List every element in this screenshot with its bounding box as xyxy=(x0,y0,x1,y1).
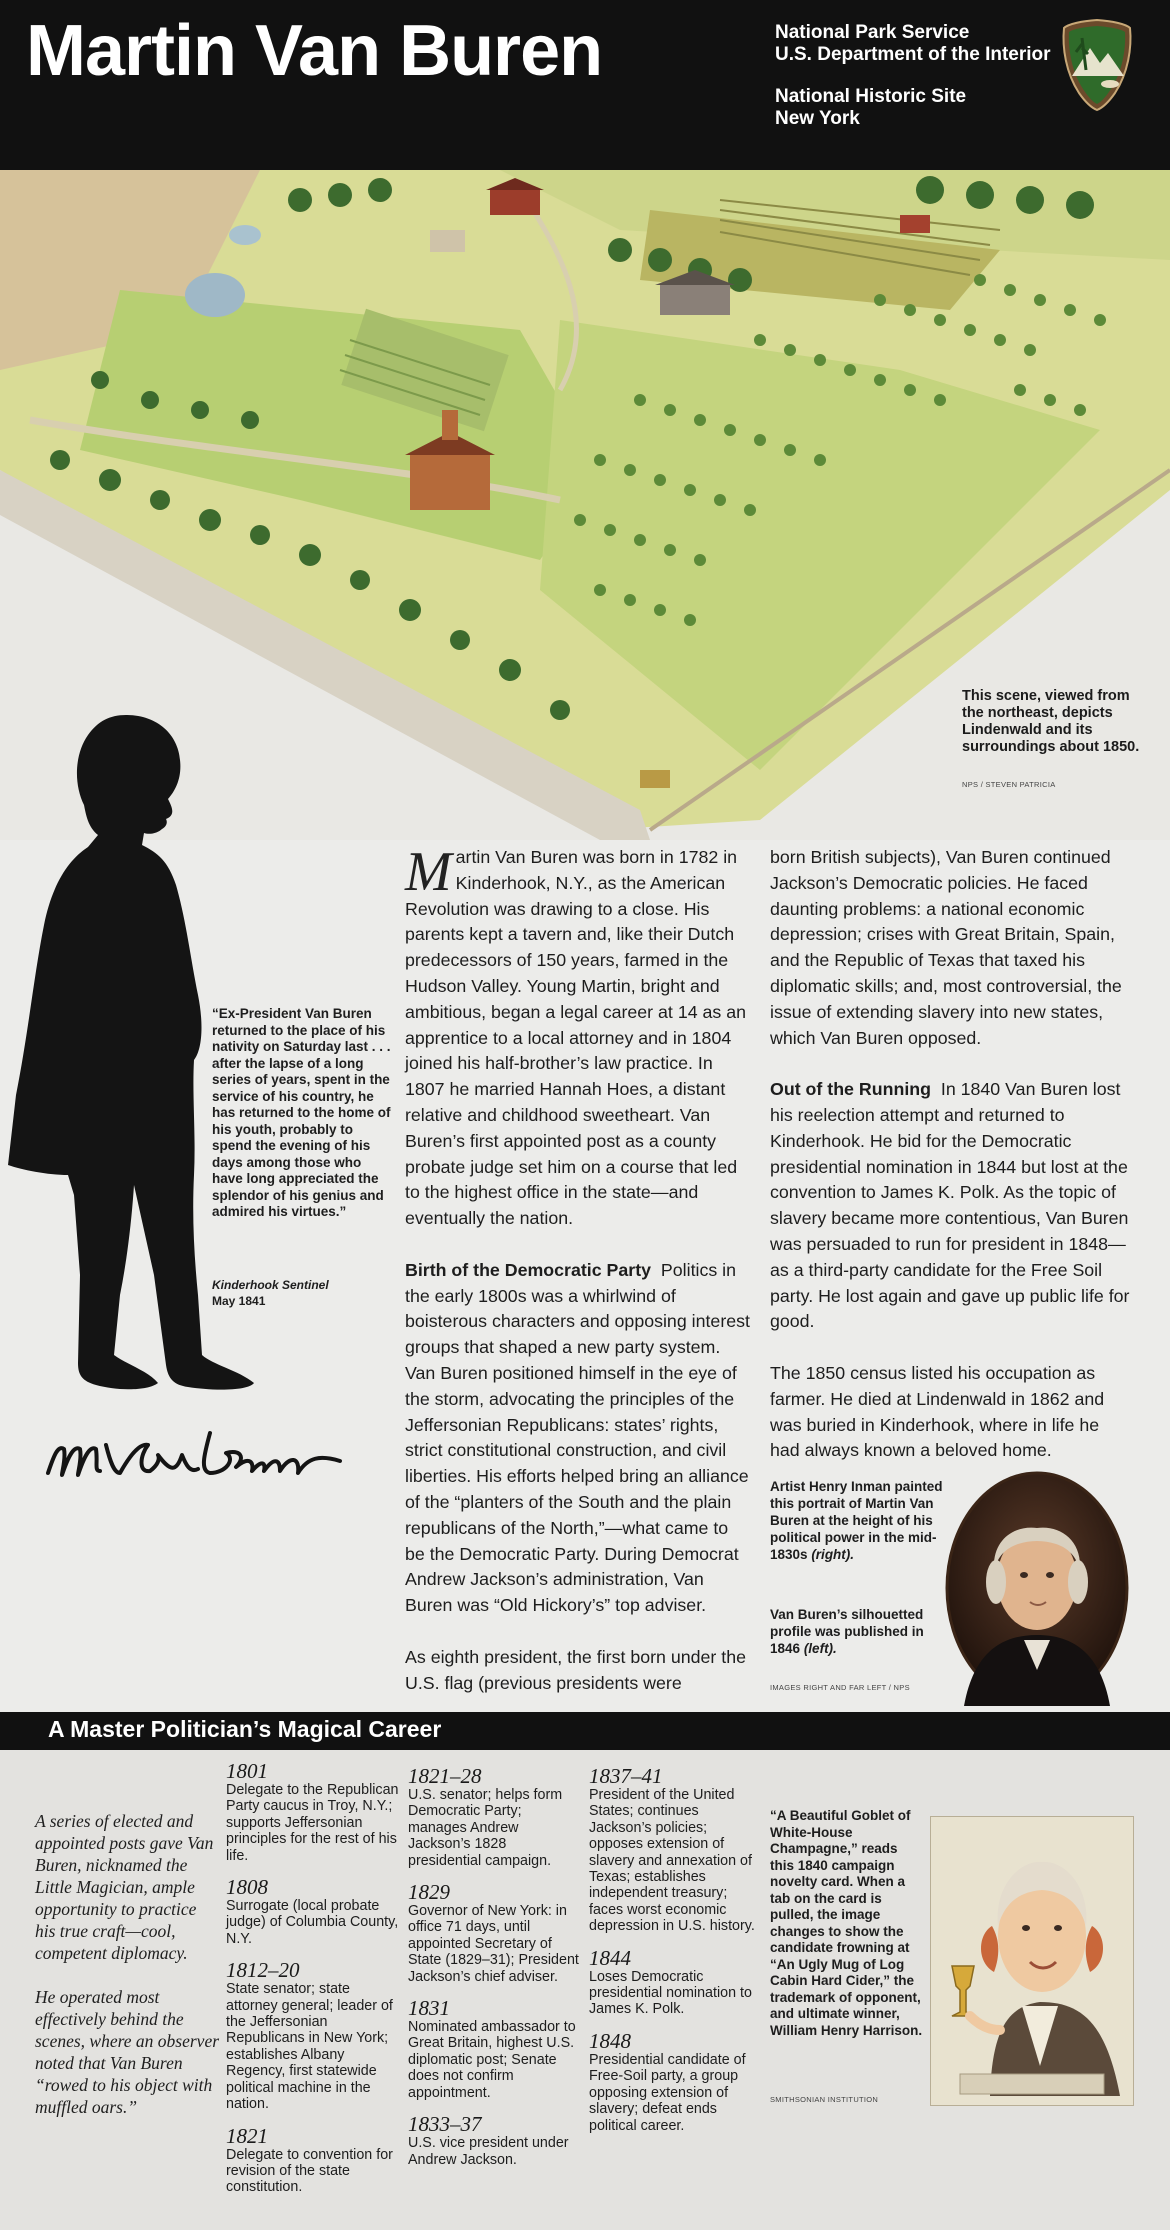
timeline-text: President of the United States; continues Jackson’s policies; opposes extension of slavery and annexation of Texas; establishes independent treasury; faces worst economic depression in U.S. history. xyxy=(589,1787,755,1935)
career-intro-p1: A series of elected and appointed posts gave Van Buren, nicknamed the Little Magician, ample opportunity to practice his true craft—cool, competent diplomacy. xyxy=(35,1811,214,1963)
timeline-year: 1831 xyxy=(408,1996,450,2021)
career-intro-p2: He operated most effectively behind the scenes, where an observer noted that Van Buren “rowed to his object with muffled oars.” xyxy=(35,1987,220,2117)
timeline-entry xyxy=(226,2125,401,2196)
timeline-column-3 xyxy=(589,1765,764,2146)
campaign-novelty-card-image xyxy=(930,1816,1134,2106)
page-title: Martin Van Buren xyxy=(26,11,603,91)
site-type: National Historic Site xyxy=(775,86,967,107)
timeline-year: 1837–41 xyxy=(589,1764,663,1788)
timeline-text: Delegate to the Republican Party caucus in Troy, N.Y.; supports Jeffersonian principles for the rest of his life. xyxy=(226,1782,399,1864)
timeline-text: Surrogate (local probate judge) of Columbia County, N.Y. xyxy=(226,1898,399,1947)
timeline-text: Delegate to convention for revision of the state constitution. xyxy=(226,2146,393,2196)
site-state: New York xyxy=(775,108,860,129)
quote-attribution xyxy=(212,1277,392,1309)
section-heading: Birth of the Democratic Party xyxy=(405,1259,652,1280)
timeline-text: U.S. vice president under Andrew Jackson. xyxy=(408,2135,569,2168)
body-column-1 xyxy=(405,841,750,1722)
timeline-entry xyxy=(408,1997,583,2101)
timeline-year: 1801 xyxy=(226,1759,268,1783)
timeline-text: State senator; state attorney general; leader of the Jeffersonian Republicans in New York; establishes Albany Regency, first statewide political machine in the nation. xyxy=(226,1981,393,2113)
header-bar xyxy=(0,0,1170,170)
sentinel-quote: “Ex-President Van Buren returned to the place of his nativity on Saturday last . . . after the lapse of a long series of years, spent in the service of his country, he has returned to the home of his youth, probably to spend the evening of his days among those who have long appreciated the splendor of his genius and admired his virtues.” xyxy=(212,1006,391,1219)
timeline-entry xyxy=(589,2030,764,2134)
timeline-text: Governor of New York: in office 71 days, until appointed Secretary of State (1829–31); President Jackson’s chief adviser. xyxy=(408,1903,579,1985)
timeline-year: 1821–28 xyxy=(408,1764,482,1788)
census-paragraph: The 1850 census listed his occupation as farmer. He died at Lindenwald in 1862 and was buried in Kinderhook, where in life he had always known a beloved home. xyxy=(770,1362,1105,1461)
images-credit: IMAGES RIGHT AND FAR LEFT / NPS xyxy=(770,1683,910,1692)
timeline-column-1 xyxy=(226,1760,401,2208)
timeline-year: 1848 xyxy=(589,2028,631,2053)
department-name: U.S. Department of the Interior xyxy=(775,44,1051,65)
timeline-entry xyxy=(408,2113,583,2168)
body-column-2 xyxy=(770,845,1132,1490)
agency-block xyxy=(775,22,1051,66)
timeline-year: 1844 xyxy=(589,1945,631,1970)
timeline-year: 1833–37 xyxy=(408,2112,482,2137)
timeline-entry xyxy=(589,1947,764,2018)
agency-name: National Park Service xyxy=(775,22,970,43)
drop-cap: M xyxy=(405,841,452,903)
timeline-entry xyxy=(408,1765,583,1869)
timeline-entry xyxy=(226,1760,401,1864)
timeline-entry xyxy=(226,1876,401,1947)
henry-inman-portrait-image xyxy=(944,1470,1130,1706)
timeline-year: 1821 xyxy=(226,2123,268,2148)
portrait-caption: Artist Henry Inman painted this portrait of Martin Van Buren at the height of his political power in the mid-1830s (right). xyxy=(770,1479,943,1562)
quote-date: May 1841 xyxy=(212,1294,266,1308)
career-intro xyxy=(35,1810,220,2140)
timeline-entry xyxy=(589,1765,764,1935)
nps-arrowhead-icon xyxy=(1060,18,1134,112)
site-block xyxy=(775,86,966,130)
timeline-text: U.S. senator; helps form Democratic Party; manages Andrew Jackson’s 1828 presidential campaign. xyxy=(408,1787,563,1869)
scene-credit: NPS / STEVEN PATRICIA xyxy=(962,780,1056,789)
timeline-entry xyxy=(408,1881,583,1985)
intro-paragraph: Martin Van Buren was born in 1782 in Kinderhook, N.Y., as the American Revolution was drawing to a close. His parents kept a tavern and, like their Dutch predecessors of 150 years, farmed in the Hudson Valley. Young Martin, bright and ambitious, began a legal career at 14 as an apprentice to a local attorney and in 1804 joined his half-brother’s law practice. In 1807 he married Hannah Hoes, a distant relative and childhood sweetheart. Van Buren’s first appointed post as a county probate judge set him on a course that led to the highest office in the state—and eventually the nation. xyxy=(405,841,747,1229)
timeline-column-2 xyxy=(408,1765,583,2180)
silhouette-caption: Van Buren’s silhouetted profile was published in 1846 (left). xyxy=(770,1607,924,1656)
quote-source-name: Kinderhook Sentinel xyxy=(212,1278,329,1292)
scene-caption: This scene, viewed from the northeast, depicts Lindenwald and its surroundings about 1850. xyxy=(962,688,1140,755)
timeline-entry xyxy=(226,1959,401,2112)
timeline-text: Nominated ambassador to Great Britain, highest U.S. diplomatic post; Senate does not confirm appointment. xyxy=(408,2019,576,2101)
timeline-text: Loses Democratic presidential nomination to James K. Polk. xyxy=(589,1968,752,2018)
timeline-text: Presidential candidate of Free-Soil party, a group opposing extension of slavery; defeat ends political career. xyxy=(589,2051,746,2134)
section-heading: Out of the Running xyxy=(770,1079,931,1100)
campaign-card-caption: “A Beautiful Goblet of White-House Champagne,” reads this 1840 campaign novelty card. When a tab on the card is pulled, the image changes to show the candidate frowning at “An Ugly Mug of Log Cabin Hard Cider,” the trademark of opponent, and ultimate winner, William Henry Harrison. xyxy=(770,1808,923,2038)
presidency-continued-paragraph: born British subjects), Van Buren continued Jackson’s Democratic policies. He faced daunting problems: a national economic depression; crises with Great Britain, Spain, and the Republic of Texas that taxed his diplomatic skills; and, most controversial, the issue of extending slavery into new states, which Van Buren opposed. xyxy=(770,847,1122,1048)
out-of-running-paragraph: Out of the Running In 1840 Van Buren lost his reelection attempt and returned to Kinderhook. He bid for the Democratic presidential nomination in 1844 but lost at the convention to James K. Polk. As the topic of slavery became more contentious, Van Buren was persuaded to run for president in 1848—as a third-party candidate for the Free Soil party. He lost again and gave up public life for good. xyxy=(770,1079,1130,1332)
career-section-title: A Master Politician’s Magical Career xyxy=(48,1716,442,1742)
timeline-year: 1808 xyxy=(226,1875,268,1900)
presidency-paragraph: As eighth president, the first born under the U.S. flag (previous presidents were xyxy=(405,1646,747,1693)
timeline-year: 1812–20 xyxy=(226,1958,300,1983)
campaign-card-credit: SMITHSONIAN INSTITUTION xyxy=(770,2095,879,2104)
timeline-year: 1829 xyxy=(408,1880,450,1905)
democratic-party-paragraph: Birth of the Democratic Party Politics in the early 1800s was a whirlwind of boisterous characters and opposing interest groups that shaped a new party system. Van Buren positioned himself in the eye of the storm, advocating the principles of the Jeffersonian Republicans: states’ rights, strict constitutional construction, and civil liberties. His efforts helped bring an alliance of the “planters of the South and the plain republicans of the North,”—what came to be the Democratic Party. During Democrat Andrew Jackson’s administration, Van Buren was “Old Hickory’s” top adviser. xyxy=(405,1259,750,1616)
van-buren-signature-image xyxy=(40,1415,360,1495)
